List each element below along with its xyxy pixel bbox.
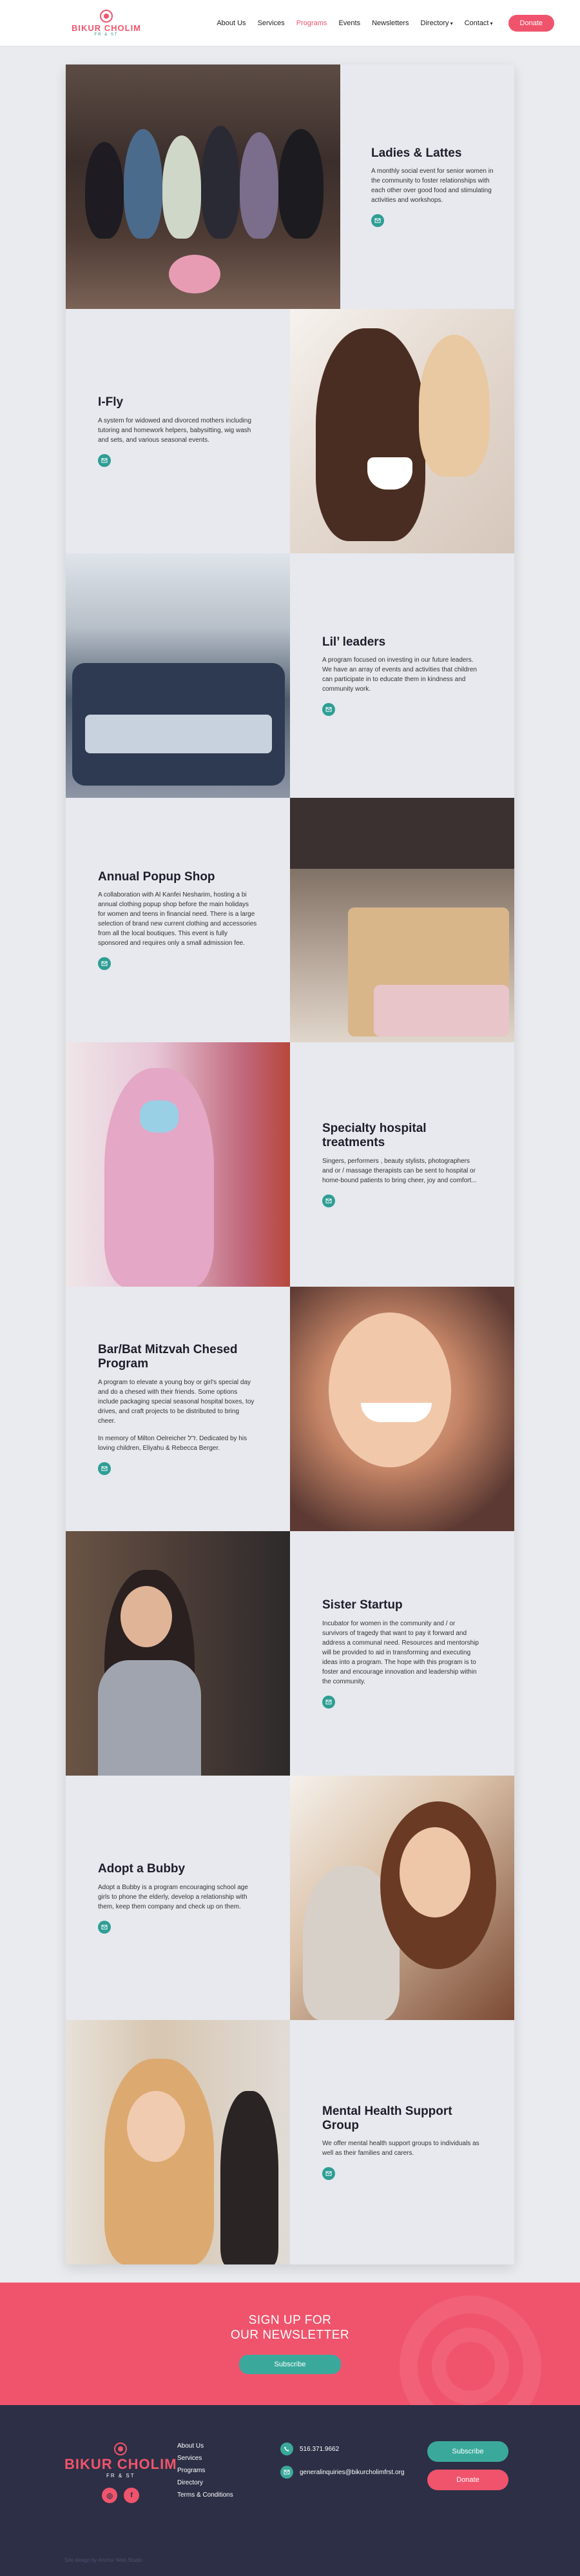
footer-actions bbox=[427, 2441, 508, 2490]
program-photo bbox=[66, 2020, 290, 2264]
nav-programs[interactable]: Programs bbox=[296, 19, 327, 27]
footer-copyright: Site design by Anchor Web Studio bbox=[64, 2557, 142, 2563]
logo-mark-icon bbox=[100, 10, 113, 23]
main-nav bbox=[217, 19, 492, 27]
program-text bbox=[66, 798, 290, 1042]
program-photo bbox=[66, 64, 340, 309]
newsletter-title-line2: OUR NEWSLETTER bbox=[230, 2328, 350, 2342]
footer-logo-text: BIKUR CHOLIM bbox=[64, 2456, 177, 2472]
program-bar-bat-mitzvah bbox=[66, 1287, 514, 1531]
footer-link-services[interactable]: Services bbox=[177, 2455, 202, 2462]
mail-icon[interactable] bbox=[371, 214, 384, 227]
footer-contact bbox=[280, 2442, 404, 2479]
social-links bbox=[102, 2488, 139, 2503]
program-title: Specialty hospital treatments bbox=[322, 1122, 427, 1149]
site-header bbox=[0, 0, 580, 46]
nav-services[interactable]: Services bbox=[257, 19, 285, 27]
site-logo[interactable] bbox=[64, 10, 148, 37]
program-title: Mental Health Support Group bbox=[322, 2104, 452, 2132]
program-annual-popup-shop bbox=[66, 798, 514, 1042]
nav-about-us[interactable]: About Us bbox=[217, 19, 246, 27]
phone-icon bbox=[280, 2442, 293, 2455]
footer-email[interactable] bbox=[280, 2466, 404, 2479]
program-ladies-lattes bbox=[66, 64, 514, 309]
mail-icon[interactable] bbox=[322, 1194, 335, 1207]
mail-icon[interactable] bbox=[98, 454, 111, 467]
program-photo bbox=[290, 1287, 514, 1531]
program-text bbox=[66, 1776, 290, 2020]
program-title: Ladies & Lattes bbox=[371, 146, 462, 160]
program-description: Singers, performers , beauty stylists, photographers and or / massage therapists can be sent to hospital or home-bound patients to bring cheer, joy and comfort... bbox=[322, 1157, 477, 1184]
newsletter-subscribe-button[interactable]: Subscribe bbox=[239, 2355, 341, 2374]
footer-phone[interactable] bbox=[280, 2442, 404, 2455]
newsletter-title-line1: SIGN UP FOR bbox=[248, 2313, 332, 2328]
nav-newsletters[interactable]: Newsletters bbox=[372, 19, 409, 27]
phone-number: 516.371.9662 bbox=[300, 2445, 340, 2453]
mail-icon[interactable] bbox=[98, 957, 111, 970]
mail-icon[interactable] bbox=[98, 1462, 111, 1475]
program-description: We offer mental health support groups to individuals as well as their families and carers. bbox=[322, 2140, 479, 2157]
program-description: Adopt a Bubby is a program encouraging school age girls to phone the elderly, develop a relationship with them, keep them company and check up on them. bbox=[98, 1883, 248, 1910]
program-description: A program focused on investing in our future leaders. We have an array of events and activities that children can participate in to educate them in kindness and community work. bbox=[322, 657, 477, 693]
program-title: Bar/Bat Mitzvah Chesed Program bbox=[98, 1343, 238, 1371]
program-photo bbox=[66, 1531, 290, 1776]
footer-logo-subtext: FR & ST bbox=[106, 2473, 135, 2479]
program-photo bbox=[290, 1776, 514, 2020]
footer-link-terms[interactable]: Terms & Conditions bbox=[177, 2492, 233, 2499]
donate-button[interactable]: Donate bbox=[508, 15, 554, 32]
nav-directory[interactable]: Directory bbox=[420, 19, 449, 27]
program-title: Sister Startup bbox=[322, 1598, 403, 1612]
footer-subscribe-button[interactable]: Subscribe bbox=[427, 2441, 508, 2462]
nav-events[interactable]: Events bbox=[338, 19, 361, 27]
mail-icon bbox=[280, 2466, 293, 2479]
program-text bbox=[66, 1287, 290, 1531]
program-mental-health-support-group bbox=[66, 2020, 514, 2264]
mail-icon[interactable] bbox=[98, 1921, 111, 1934]
program-sister-startup bbox=[66, 1531, 514, 1776]
newsletter-title bbox=[231, 2313, 349, 2343]
footer-logo[interactable] bbox=[64, 2442, 177, 2503]
chevron-down-icon: ▾ bbox=[450, 20, 453, 26]
chevron-down-icon: ▾ bbox=[490, 20, 493, 26]
nav-contact[interactable]: Contact bbox=[464, 19, 489, 27]
email-address: generalinquiries@bikurcholimfrst.org bbox=[300, 2468, 405, 2476]
program-text bbox=[340, 64, 514, 309]
program-description: Incubator for women in the community and / or survivors of tragedy that want to pay it forward and address a communal need. Resources and mentorship will be provided to aid in transforming and executing ideas into a program. The hope with this program is to foster and encourage innovation and leadership within the community. bbox=[322, 1620, 479, 1685]
footer-link-about[interactable]: About Us bbox=[177, 2442, 204, 2450]
program-title: I-Fly bbox=[98, 395, 124, 410]
newsletter-signup bbox=[0, 2283, 580, 2405]
footer-links bbox=[177, 2442, 233, 2499]
program-lil-leaders bbox=[66, 553, 514, 798]
nav-contact-dropdown[interactable] bbox=[465, 19, 493, 27]
site-footer bbox=[0, 2405, 580, 2576]
nav-directory-dropdown[interactable] bbox=[421, 19, 453, 27]
program-photo bbox=[290, 309, 514, 553]
program-dedication: In memory of Milton Oelreicher ז"ל. Dedicated by his loving children, Eliyahu & Rebecca Berger. bbox=[98, 1434, 247, 1452]
program-photo bbox=[66, 1042, 290, 1287]
footer-donate-button[interactable]: Donate bbox=[427, 2470, 508, 2490]
mail-icon[interactable] bbox=[322, 703, 335, 716]
footer-link-programs[interactable]: Programs bbox=[177, 2467, 206, 2474]
swirl-decoration-icon bbox=[432, 2328, 509, 2405]
program-title: Lil’ leaders bbox=[322, 635, 386, 649]
program-specialty-hospital-treatments bbox=[66, 1042, 514, 1287]
program-i-fly bbox=[66, 309, 514, 553]
mail-icon[interactable] bbox=[322, 1696, 335, 1709]
program-photo bbox=[290, 798, 514, 1042]
facebook-icon[interactable]: f bbox=[124, 2488, 139, 2503]
logo-text: BIKUR CHOLIM bbox=[71, 23, 142, 33]
program-description: A collaboration with Al Kanfei Nesharim, hosting a bi annual clothing popup shop before the main holidays for women and teens in financial need. There is a large selection of brand new current clothing and accessories from all the local boutiques. This event is fully sponsored and requires only a small admission fee. bbox=[98, 891, 257, 947]
program-description: A monthly social event for senior women in the community to foster relationships with each other over good food and stimulating activities and workshops. bbox=[371, 168, 494, 204]
logo-subtext: FR & ST bbox=[94, 32, 119, 37]
program-title: Adopt a Bubby bbox=[98, 1862, 186, 1876]
program-text bbox=[66, 309, 290, 553]
footer-link-directory[interactable]: Directory bbox=[177, 2479, 204, 2486]
program-description: A program to elevate a young boy or girl's special day and do a chesed with their friends. Some options include packaging special seasonal hospital boxes, toy drives, and craft projects to be distributed to bring cheer. bbox=[98, 1378, 255, 1425]
program-adopt-a-bubby bbox=[66, 1776, 514, 2020]
program-photo bbox=[66, 553, 290, 798]
program-text bbox=[290, 553, 514, 798]
program-text bbox=[290, 1042, 514, 1287]
program-text bbox=[290, 1531, 514, 1776]
program-title: Annual Popup Shop bbox=[98, 869, 215, 884]
instagram-icon[interactable]: ◎ bbox=[102, 2488, 117, 2503]
program-text bbox=[290, 2020, 514, 2264]
logo-mark-icon bbox=[114, 2442, 127, 2455]
programs-list bbox=[66, 64, 514, 2264]
mail-icon[interactable] bbox=[322, 2167, 335, 2180]
program-description: A system for widowed and divorced mothers including tutoring and homework helpers, babysitting, wig wash and sets, and various seasonal events. bbox=[98, 417, 251, 444]
